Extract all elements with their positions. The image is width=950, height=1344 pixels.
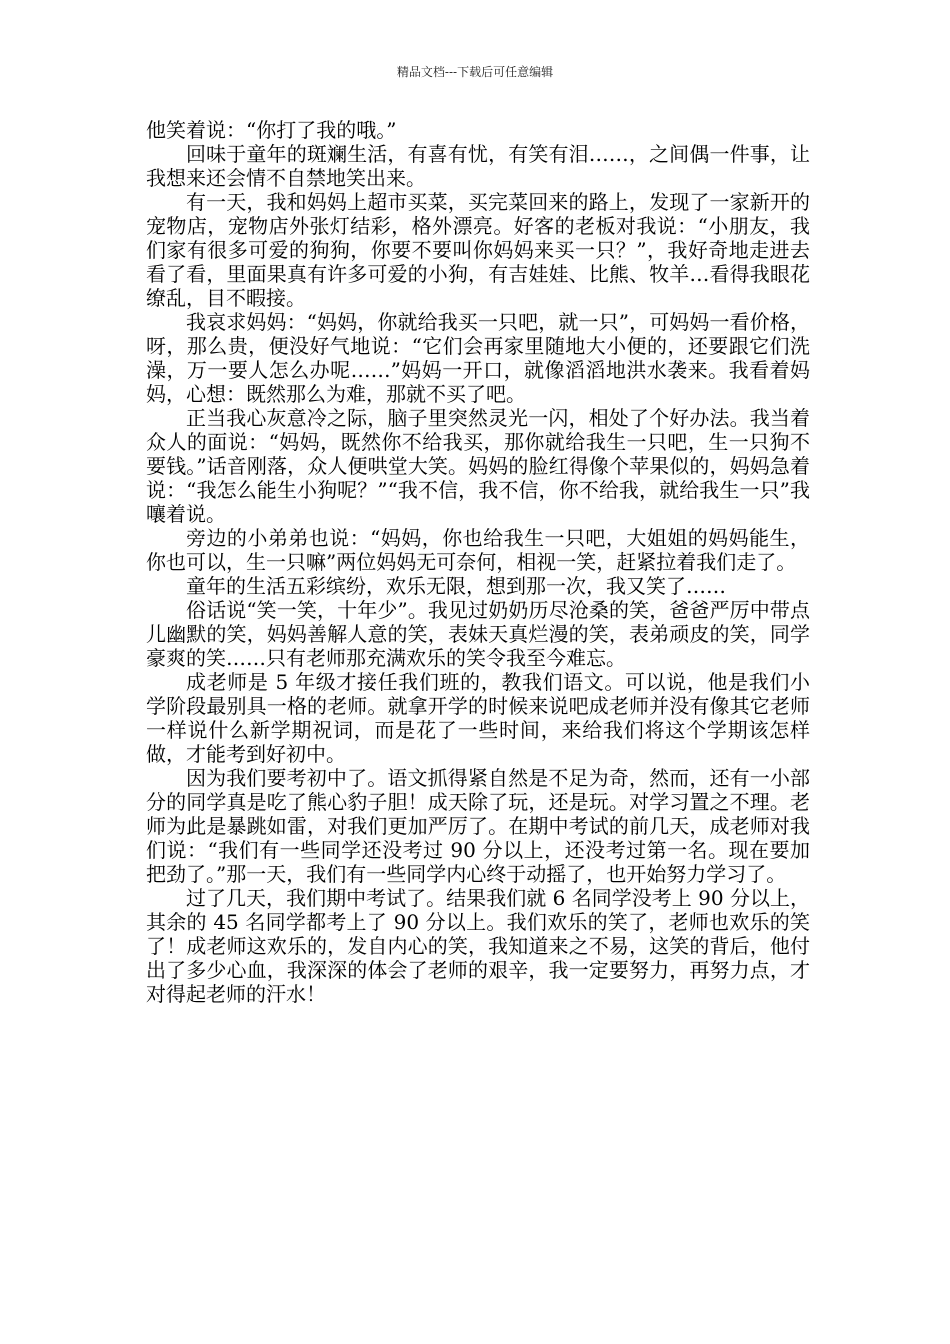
paragraph-5: 正当我心灰意冷之际，脑子里突然灵光一闪，相处了个好办法。我当着众人的面说：“妈妈，既然你不给我买，那你就给我生一只吧，生一只狗不要钱。”话音刚落，众人便哄堂大笑。妈妈的脸红得像个苹果似的，妈妈急着说：“我怎么能生小狗呢？”“我不信，我不信，你不给我，就给我生一只”我嚷着说。	[146, 406, 810, 526]
paragraph-8: 俗话说“笑一笑，十年少”。我见过奶奶历尽沧桑的笑，爸爸严厉中带点儿幽默的笑，妈妈善解人意的笑，表妹天真烂漫的笑，表弟顽皮的笑，同学豪爽的笑……只有老师那充满欢乐的笑令我至今难忘。	[146, 598, 810, 670]
paragraph-10: 因为我们要考初中了。语文抓得紧自然是不足为奇，然而，还有一小部分的同学真是吃了熊心豹子胆！成天除了玩，还是玩。对学习置之不理。老师为此是暴跳如雷，对我们更加严厉了。在期中考试的前几天，成老师对我们说：“我们有一些同学还没考过 90 分以上，还没考过第一名。现在要加把劲了。”那一天，我们有一些同学内心终于动摇了，也开始努力学习了。	[146, 766, 810, 886]
paragraph-2: 回味于童年的斑斓生活，有喜有忧，有笑有泪……，之间偶一件事，让我想来还会情不自禁地笑出来。	[146, 142, 810, 190]
paragraph-6: 旁边的小弟弟也说：“妈妈，你也给我生一只吧，大姐姐的妈妈能生，你也可以，生一只嘛”两位妈妈无可奈何，相视一笑，赶紧拉着我们走了。	[146, 526, 810, 574]
paragraph-11: 过了几天，我们期中考试了。结果我们就 6 名同学没考上 90 分以上，其余的 45 名同学都考上了 90 分以上。我们欢乐的笑了，老师也欢乐的笑了！成老师这欢乐的，发自内心的笑，我知道来之不易，这笑的背后，他付出了多少心血，我深深的体会了老师的艰辛，我一定要努力，再努力点，才对得起老师的汗水！	[146, 886, 810, 1006]
paragraph-4: 我哀求妈妈：“妈妈，你就给我买一只吧，就一只”，可妈妈一看价格，呀，那么贵，便没好气地说：“它们会再家里随地大小便的，还要跟它们洗澡，万一要人怎么办呢……”妈妈一开口，就像滔滔地洪水袭来。我看着妈妈，心想：既然那么为难，那就不买了吧。	[146, 310, 810, 406]
paragraph-9: 成老师是 5 年级才接任我们班的，教我们语文。可以说，他是我们小学阶段最别具一格的老师。就拿开学的时候来说吧成老师并没有像其它老师一样说什么新学期祝词，而是花了一些时间，来给我们将这个学期该怎样做，才能考到好初中。	[146, 670, 810, 766]
paragraph-3: 有一天，我和妈妈上超市买菜，买完菜回来的路上，发现了一家新开的宠物店，宠物店外张灯结彩，格外漂亮。好客的老板对我说：“小朋友，我们家有很多可爱的狗狗，你要不要叫你妈妈来买一只？”，我好奇地走进去看了看，里面果真有许多可爱的小狗，有吉娃娃、比熊、牧羊…看得我眼花缭乱，目不暇接。	[146, 190, 810, 310]
paragraph-7: 童年的生活五彩缤纷，欢乐无限，想到那一次，我又笑了……	[186, 574, 726, 598]
page-header: 精品文档---下载后可任意编辑	[396, 65, 554, 79]
paragraph-1: 他笑着说：“你打了我的哦。”	[146, 118, 397, 142]
document-body	[146, 118, 810, 1006]
